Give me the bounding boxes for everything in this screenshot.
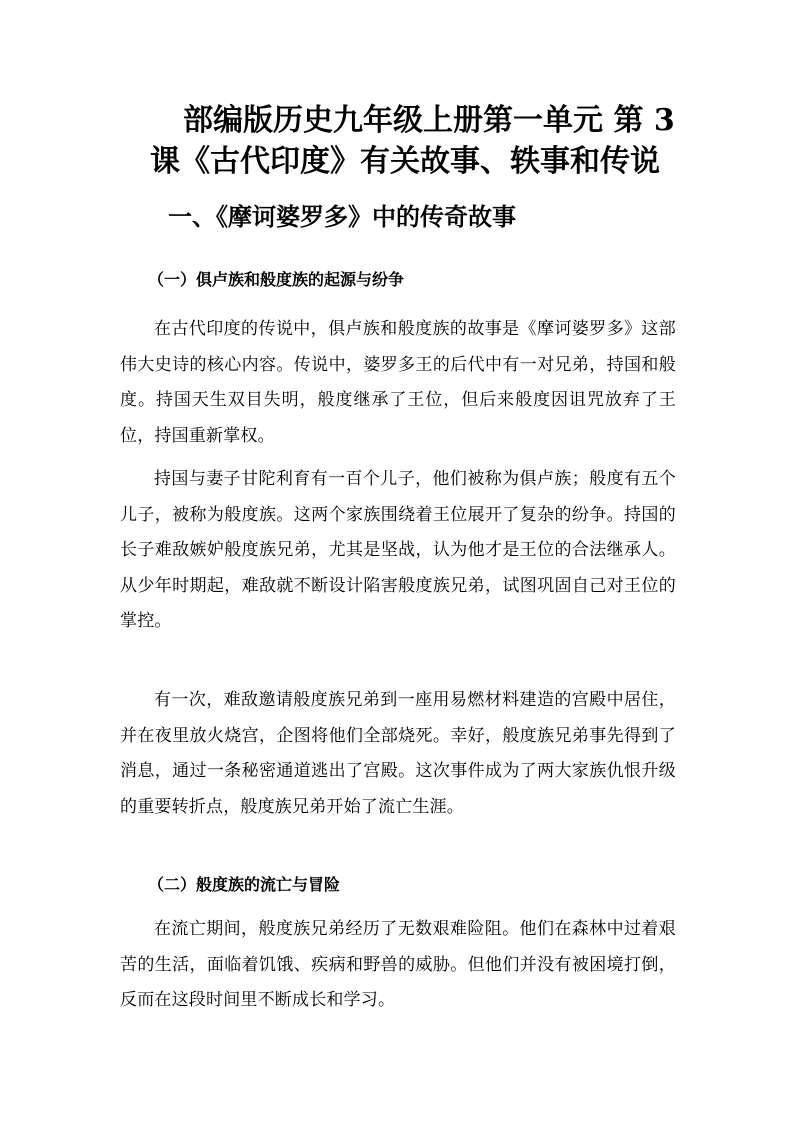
paragraph: 在古代印度的传说中，俱卢族和般度族的故事是《摩诃婆罗多》这部伟大史诗的核心内容。传说中，婆罗多王的后代中有一对兄弟，持国和般度。持国天生双目失明，般度继承了王位，但后来般度因诅咒放弃了王位，持国重新掌权。	[120, 319, 676, 446]
paragraph: 有一次，难敌邀请般度族兄弟到一座用易燃材料建造的宫殿中居住，并在夜里放火烧宫，企图将他们全部烧死。幸好，般度族兄弟事先得到了消息，通过一条秘密通道逃出了宫殿。这次事件成为了两大家族仇恨升级的重要转折点，般度族兄弟开始了流亡生涯。	[120, 690, 676, 817]
document-title-line-2: 课《古代印度》有关故事、轶事和传说	[150, 144, 660, 179]
subsection-heading-2: （二）般度族的流亡与冒险	[148, 875, 341, 894]
document-title-line-1: 部编版历史九年级上册第一单元 第 3	[183, 103, 675, 138]
paragraph: 持国与妻子甘陀利育有一百个儿子，他们被称为俱卢族；般度有五个儿子，被称为般度族。这两个家族围绕着王位展开了复杂的纷争。持国的长子难敌嫉妒般度族兄弟，尤其是坚战，认为他才是王位的合法继承人。从少年时期起，难敌就不断设计陷害般度族兄弟，试图巩固自己对王位的掌控。	[120, 469, 676, 631]
subsection-heading-1: （一）俱卢族和般度族的起源与纷争	[148, 270, 405, 289]
section-heading: 一、《摩诃婆罗多》中的传奇故事	[168, 202, 516, 231]
paragraph: 在流亡期间，般度族兄弟经历了无数艰难险阻。他们在森林中过着艰苦的生活，面临着饥饿、疾病和野兽的威胁。但他们并没有被困境打倒，反而在这段时间里不断成长和学习。	[120, 919, 676, 1010]
